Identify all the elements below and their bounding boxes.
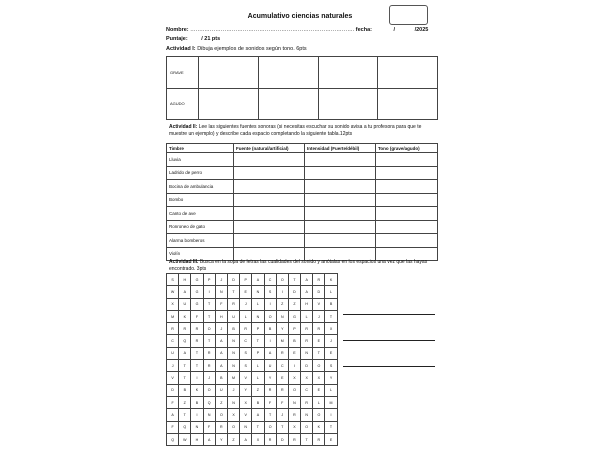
grid-letter[interactable]: H bbox=[179, 274, 191, 286]
answer-cell[interactable] bbox=[305, 153, 376, 167]
grid-letter[interactable]: E bbox=[276, 372, 288, 384]
grid-letter[interactable]: B bbox=[179, 384, 191, 396]
activity1-heading: Actividad I: bbox=[166, 46, 196, 52]
grid-letter[interactable]: T bbox=[179, 360, 191, 372]
grid-letter[interactable]: O bbox=[227, 421, 239, 433]
timbre-cell: Ladrido de perro bbox=[167, 166, 234, 180]
grid-letter[interactable]: Q bbox=[167, 433, 179, 445]
grid-letter[interactable]: U bbox=[179, 298, 191, 310]
grid-letter[interactable]: C bbox=[264, 274, 276, 286]
answer-cell[interactable] bbox=[376, 153, 438, 167]
grid-letter[interactable]: T bbox=[288, 274, 300, 286]
grid-letter[interactable]: R bbox=[227, 298, 239, 310]
column-header: Tono (grave/agudo) bbox=[376, 144, 438, 153]
grid-row bbox=[167, 298, 338, 310]
grid-letter[interactable]: C bbox=[167, 335, 179, 347]
drawing-cell[interactable] bbox=[318, 88, 378, 120]
score-value: / 21 pts bbox=[201, 36, 221, 42]
grid-row bbox=[167, 274, 338, 286]
drawing-cell[interactable] bbox=[378, 88, 438, 120]
answer-cell[interactable] bbox=[376, 166, 438, 180]
drawing-cell[interactable] bbox=[318, 57, 378, 89]
grid-letter[interactable]: T bbox=[301, 433, 313, 445]
grid-letter[interactable]: J bbox=[203, 372, 215, 384]
grid-letter[interactable]: Q bbox=[179, 421, 191, 433]
grid-letter[interactable]: I bbox=[191, 372, 203, 384]
grid-letter[interactable]: Q bbox=[179, 335, 191, 347]
grid-letter[interactable]: R bbox=[240, 323, 252, 335]
grid-letter[interactable]: E bbox=[313, 384, 325, 396]
answer-cell[interactable] bbox=[234, 193, 305, 207]
grid-letter[interactable]: A bbox=[252, 409, 264, 421]
grid-letter[interactable]: D bbox=[276, 433, 288, 445]
grid-letter[interactable]: N bbox=[227, 360, 239, 372]
timbre-cell: Alarma bomberos bbox=[167, 234, 234, 248]
grid-letter[interactable]: Y bbox=[240, 384, 252, 396]
grid-row bbox=[167, 384, 338, 396]
grid-letter[interactable]: I bbox=[203, 286, 215, 298]
table-row bbox=[167, 153, 438, 167]
grid-letter[interactable]: X bbox=[325, 323, 337, 335]
answer-cell[interactable] bbox=[376, 220, 438, 234]
grid-letter[interactable]: A bbox=[167, 409, 179, 421]
grid-letter[interactable]: T bbox=[325, 421, 337, 433]
grid-letter[interactable]: Z bbox=[227, 433, 239, 445]
grid-letter[interactable]: J bbox=[215, 274, 227, 286]
date-label: fecha: bbox=[355, 27, 372, 33]
answer-cell[interactable] bbox=[234, 220, 305, 234]
table-row bbox=[167, 166, 438, 180]
grid-letter[interactable]: S bbox=[325, 360, 337, 372]
grid-letter[interactable]: F bbox=[191, 310, 203, 322]
answer-cell[interactable] bbox=[234, 234, 305, 248]
grid-letter[interactable]: X bbox=[313, 372, 325, 384]
grid-letter[interactable]: T bbox=[227, 286, 239, 298]
grid-letter[interactable]: M bbox=[325, 396, 337, 408]
grid-letter[interactable]: N bbox=[227, 347, 239, 359]
table-row bbox=[167, 180, 438, 194]
grid-letter[interactable]: O bbox=[215, 409, 227, 421]
grid-letter[interactable]: I bbox=[264, 335, 276, 347]
grid-letter[interactable]: R bbox=[313, 323, 325, 335]
answer-cell[interactable] bbox=[234, 166, 305, 180]
grid-letter[interactable]: B bbox=[215, 372, 227, 384]
grid-letter[interactable]: A bbox=[301, 274, 313, 286]
date-sep: / bbox=[393, 27, 396, 33]
score-label: Puntaje: bbox=[166, 36, 188, 42]
grid-letter[interactable]: R bbox=[191, 335, 203, 347]
grid-letter[interactable]: T bbox=[179, 409, 191, 421]
grid-row bbox=[167, 335, 338, 347]
grid-letter[interactable]: N bbox=[288, 396, 300, 408]
answer-cell[interactable] bbox=[376, 234, 438, 248]
grid-letter[interactable]: B bbox=[325, 298, 337, 310]
grid-letter[interactable]: R bbox=[167, 323, 179, 335]
grid-letter[interactable]: U bbox=[215, 384, 227, 396]
date-year: /2025 bbox=[414, 27, 429, 33]
grid-letter[interactable]: F bbox=[167, 421, 179, 433]
table-row bbox=[167, 193, 438, 207]
table-row bbox=[167, 57, 438, 89]
grid-letter[interactable]: T bbox=[203, 310, 215, 322]
grid-letter[interactable]: T bbox=[264, 409, 276, 421]
timbre-cell: Lluvia bbox=[167, 153, 234, 167]
grid-row bbox=[167, 347, 338, 359]
activity3-text: Busca en la sopa de letras las cualidades del sonido y anótalas en los espacios una vez que las hayas encontrado. 3pts bbox=[169, 259, 428, 272]
grid-letter[interactable]: E bbox=[313, 335, 325, 347]
grid-letter[interactable]: B bbox=[288, 335, 300, 347]
grid-letter[interactable]: B bbox=[227, 323, 239, 335]
timbre-cell: Canto de ave bbox=[167, 207, 234, 221]
grid-letter[interactable]: L bbox=[313, 396, 325, 408]
grid-row bbox=[167, 409, 338, 421]
grid-letter[interactable]: J bbox=[167, 360, 179, 372]
grid-letter[interactable]: C bbox=[240, 335, 252, 347]
answer-cell[interactable] bbox=[234, 180, 305, 194]
grid-letter[interactable]: P bbox=[252, 347, 264, 359]
grid-letter[interactable]: D bbox=[227, 274, 239, 286]
row-label-agudo: AGUDO bbox=[167, 88, 199, 120]
grid-letter[interactable]: I bbox=[325, 409, 337, 421]
grid-letter[interactable]: G bbox=[191, 286, 203, 298]
timbre-cell: Ronroneo de gato bbox=[167, 220, 234, 234]
grid-letter[interactable]: E bbox=[325, 347, 337, 359]
grid-letter[interactable]: H bbox=[301, 298, 313, 310]
grid-letter[interactable]: T bbox=[252, 421, 264, 433]
activity1-instruction bbox=[166, 46, 307, 52]
grid-letter[interactable]: T bbox=[203, 298, 215, 310]
grid-letter[interactable]: G bbox=[191, 274, 203, 286]
grid-letter[interactable]: N bbox=[215, 286, 227, 298]
grid-letter[interactable]: R bbox=[288, 409, 300, 421]
grid-letter[interactable]: R bbox=[288, 433, 300, 445]
grid-row bbox=[167, 396, 338, 408]
grid-letter[interactable]: Z bbox=[215, 396, 227, 408]
grid-letter[interactable]: I bbox=[264, 298, 276, 310]
grid-letter[interactable]: T bbox=[191, 347, 203, 359]
grid-letter[interactable]: V bbox=[240, 372, 252, 384]
grid-letter[interactable]: R bbox=[191, 323, 203, 335]
table-header-row bbox=[167, 144, 438, 153]
grid-letter[interactable]: O bbox=[203, 384, 215, 396]
grid-letter[interactable]: L bbox=[240, 310, 252, 322]
drawing-cell[interactable] bbox=[199, 88, 259, 120]
grid-letter[interactable]: N bbox=[227, 335, 239, 347]
grid-letter[interactable]: Y bbox=[264, 372, 276, 384]
grid-letter[interactable]: Z bbox=[179, 396, 191, 408]
grid-letter[interactable]: N bbox=[191, 421, 203, 433]
name-label: Nombre: bbox=[166, 27, 189, 33]
grid-letter[interactable]: T bbox=[313, 347, 325, 359]
grid-letter[interactable]: F bbox=[215, 298, 227, 310]
row-label-grave: GRAVE bbox=[167, 57, 199, 89]
grid-letter[interactable]: F bbox=[276, 396, 288, 408]
grid-letter[interactable]: R bbox=[313, 274, 325, 286]
grid-letter[interactable]: R bbox=[301, 335, 313, 347]
grid-letter[interactable]: I bbox=[276, 286, 288, 298]
activity2-table bbox=[166, 143, 438, 261]
grid-letter[interactable]: J bbox=[227, 384, 239, 396]
column-header: Fuente (natural/artificial) bbox=[234, 144, 305, 153]
grid-letter[interactable]: R bbox=[276, 384, 288, 396]
activity3-heading: Actividad III. bbox=[169, 259, 199, 265]
grid-letter[interactable]: R bbox=[301, 323, 313, 335]
grid-letter[interactable]: K bbox=[325, 274, 337, 286]
activity1-table bbox=[166, 56, 438, 120]
grid-letter[interactable]: L bbox=[301, 310, 313, 322]
grid-letter[interactable]: J bbox=[313, 310, 325, 322]
grid-letter[interactable]: T bbox=[203, 335, 215, 347]
column-header: Timbre bbox=[167, 144, 234, 153]
grid-letter[interactable]: X bbox=[167, 298, 179, 310]
grid-letter[interactable]: A bbox=[252, 274, 264, 286]
grid-letter[interactable]: D bbox=[301, 360, 313, 372]
drawing-cell[interactable] bbox=[258, 57, 318, 89]
grid-letter[interactable]: P bbox=[252, 323, 264, 335]
page-title: Acumulativo ciencias naturales bbox=[247, 13, 353, 20]
grid-letter[interactable]: X bbox=[227, 409, 239, 421]
grid-letter[interactable]: Z bbox=[288, 298, 300, 310]
table-row bbox=[167, 220, 438, 234]
grid-letter[interactable]: D bbox=[167, 384, 179, 396]
grid-letter[interactable]: N bbox=[276, 310, 288, 322]
grid-letter[interactable]: A bbox=[179, 286, 191, 298]
grid-letter[interactable]: U bbox=[264, 360, 276, 372]
grid-letter[interactable]: O bbox=[264, 310, 276, 322]
grid-row bbox=[167, 421, 338, 433]
grid-letter[interactable]: U bbox=[167, 347, 179, 359]
grid-letter[interactable]: F bbox=[264, 396, 276, 408]
grid-letter[interactable]: P bbox=[203, 274, 215, 286]
grid-letter[interactable]: Z bbox=[276, 298, 288, 310]
grid-letter[interactable]: G bbox=[191, 298, 203, 310]
grid-letter[interactable]: N bbox=[203, 409, 215, 421]
activity2-instruction bbox=[169, 124, 439, 137]
answer-line-3[interactable] bbox=[343, 366, 435, 367]
grid-letter[interactable]: L bbox=[252, 298, 264, 310]
grid-letter[interactable]: G bbox=[288, 310, 300, 322]
answer-cell[interactable] bbox=[376, 193, 438, 207]
grid-letter[interactable]: O bbox=[203, 323, 215, 335]
grid-letter[interactable]: P bbox=[288, 323, 300, 335]
grid-letter[interactable]: J bbox=[215, 323, 227, 335]
grid-letter[interactable]: X bbox=[252, 433, 264, 445]
grid-letter[interactable]: A bbox=[264, 347, 276, 359]
grid-letter[interactable]: X bbox=[288, 372, 300, 384]
grid-letter[interactable]: T bbox=[325, 310, 337, 322]
grid-letter[interactable]: E bbox=[288, 347, 300, 359]
grid-letter[interactable]: O bbox=[313, 360, 325, 372]
grid-letter[interactable]: S bbox=[167, 274, 179, 286]
activity1-text: Dibuja ejemplos de sonidos según tono. 6pts bbox=[197, 46, 307, 52]
grid-row bbox=[167, 433, 338, 445]
activity2-heading: Actividad II: bbox=[169, 124, 198, 130]
answer-cell[interactable] bbox=[305, 207, 376, 221]
grid-letter[interactable]: N bbox=[301, 409, 313, 421]
grid-letter[interactable]: R bbox=[203, 360, 215, 372]
grid-letter[interactable]: O bbox=[301, 421, 313, 433]
grid-letter[interactable]: D bbox=[288, 286, 300, 298]
grid-letter[interactable]: K bbox=[313, 421, 325, 433]
grid-letter[interactable]: N bbox=[301, 347, 313, 359]
grid-letter[interactable]: A bbox=[240, 433, 252, 445]
grid-letter[interactable]: K bbox=[179, 310, 191, 322]
grid-row bbox=[167, 310, 338, 322]
grid-letter[interactable]: P bbox=[240, 274, 252, 286]
grid-letter[interactable]: J bbox=[240, 298, 252, 310]
grid-letter[interactable]: X bbox=[240, 396, 252, 408]
grid-letter[interactable]: W bbox=[167, 286, 179, 298]
grid-row bbox=[167, 372, 338, 384]
grid-row bbox=[167, 323, 338, 335]
grid-letter[interactable]: A bbox=[215, 335, 227, 347]
grid-letter[interactable]: S bbox=[264, 286, 276, 298]
grid-letter[interactable]: D bbox=[313, 286, 325, 298]
grid-letter[interactable]: R bbox=[276, 347, 288, 359]
timbre-cell: Violín bbox=[167, 247, 234, 261]
activity3-instruction bbox=[169, 259, 439, 272]
grid-letter[interactable]: L bbox=[325, 384, 337, 396]
table-row bbox=[167, 88, 438, 120]
grid-letter[interactable]: V bbox=[240, 409, 252, 421]
answer-cell[interactable] bbox=[305, 193, 376, 207]
grid-letter[interactable]: T bbox=[252, 335, 264, 347]
activity2-text: Lee las siguientes fuentes sonoras (si necesitas escuchar su sonido avisa a tu profesora para que te muestre un ejemplo) y describe cada espacio completando la siguiente tabla.12pts bbox=[169, 124, 422, 137]
grid-letter[interactable]: L bbox=[325, 286, 337, 298]
grid-letter[interactable]: O bbox=[313, 409, 325, 421]
grid-letter[interactable]: O bbox=[288, 384, 300, 396]
timbre-cell: Bocina de ambulancia bbox=[167, 180, 234, 194]
grid-letter[interactable]: N bbox=[240, 421, 252, 433]
answer-cell[interactable] bbox=[376, 180, 438, 194]
grid-letter[interactable]: K bbox=[191, 384, 203, 396]
answer-cell[interactable] bbox=[305, 180, 376, 194]
grid-letter[interactable]: L bbox=[252, 360, 264, 372]
grid-letter[interactable]: A bbox=[301, 286, 313, 298]
grid-letter[interactable]: M bbox=[227, 372, 239, 384]
grid-letter[interactable]: R bbox=[313, 433, 325, 445]
grid-letter[interactable]: X bbox=[288, 421, 300, 433]
grid-letter[interactable]: R bbox=[264, 433, 276, 445]
answer-cell[interactable] bbox=[234, 153, 305, 167]
grid-letter[interactable]: Q bbox=[203, 396, 215, 408]
grid-letter[interactable]: H bbox=[215, 310, 227, 322]
grid-letter[interactable]: E bbox=[240, 286, 252, 298]
score-line bbox=[166, 36, 220, 42]
column-header: Intensidad (Fuerte/débil) bbox=[305, 144, 376, 153]
grid-letter[interactable]: S bbox=[240, 347, 252, 359]
grid-letter[interactable]: E bbox=[325, 433, 337, 445]
grid-letter[interactable]: R bbox=[203, 347, 215, 359]
grid-letter[interactable]: F bbox=[203, 421, 215, 433]
drawing-cell[interactable] bbox=[199, 57, 259, 89]
grid-letter[interactable]: O bbox=[264, 421, 276, 433]
grid-letter[interactable]: I bbox=[288, 360, 300, 372]
name-dots: ……..………………………………………………………………………. bbox=[190, 27, 355, 33]
grid-letter[interactable]: B bbox=[264, 323, 276, 335]
grid-letter[interactable]: Y bbox=[276, 323, 288, 335]
answer-line-1[interactable] bbox=[343, 314, 435, 315]
grid-letter[interactable]: T bbox=[276, 421, 288, 433]
grid-letter[interactable]: L bbox=[252, 372, 264, 384]
grid-letter[interactable]: Y bbox=[325, 372, 337, 384]
grid-letter[interactable]: B bbox=[252, 396, 264, 408]
grid-letter[interactable]: O bbox=[276, 274, 288, 286]
table-row bbox=[167, 234, 438, 248]
grid-letter[interactable]: A bbox=[215, 360, 227, 372]
grid-letter[interactable]: B bbox=[191, 396, 203, 408]
grid-letter[interactable]: R bbox=[179, 323, 191, 335]
grid-letter[interactable]: Z bbox=[252, 384, 264, 396]
answer-cell[interactable] bbox=[234, 207, 305, 221]
grid-letter[interactable]: U bbox=[227, 310, 239, 322]
grid-letter[interactable]: V bbox=[167, 372, 179, 384]
grid-letter[interactable]: N bbox=[252, 310, 264, 322]
grid-letter[interactable]: R bbox=[301, 396, 313, 408]
grid-letter[interactable]: A bbox=[179, 347, 191, 359]
grid-letter[interactable]: T bbox=[191, 360, 203, 372]
grid-letter[interactable]: X bbox=[301, 372, 313, 384]
grid-letter[interactable]: R bbox=[215, 421, 227, 433]
grid-letter[interactable]: J bbox=[325, 335, 337, 347]
grid-letter[interactable]: C bbox=[301, 384, 313, 396]
grid-letter[interactable]: V bbox=[313, 298, 325, 310]
grid-letter[interactable]: T bbox=[179, 372, 191, 384]
grid-letter[interactable]: R bbox=[264, 384, 276, 396]
grid-letter[interactable]: A bbox=[215, 347, 227, 359]
name-date-line bbox=[166, 27, 428, 33]
grid-letter[interactable]: Y bbox=[215, 433, 227, 445]
grid-letter[interactable]: I bbox=[191, 409, 203, 421]
grid-letter[interactable]: J bbox=[276, 409, 288, 421]
drawing-cell[interactable] bbox=[378, 57, 438, 89]
grid-row bbox=[167, 286, 338, 298]
answer-cell[interactable] bbox=[305, 234, 376, 248]
grid-letter[interactable]: N bbox=[252, 286, 264, 298]
grid-letter[interactable]: M bbox=[276, 335, 288, 347]
word-search-grid bbox=[166, 273, 338, 446]
table-row bbox=[167, 207, 438, 221]
grid-letter[interactable]: M bbox=[167, 310, 179, 322]
timbre-cell: Bombo bbox=[167, 193, 234, 207]
grid-row bbox=[167, 360, 338, 372]
grid-letter[interactable]: C bbox=[276, 360, 288, 372]
grid-letter[interactable]: A bbox=[203, 433, 215, 445]
grid-letter[interactable]: F bbox=[167, 396, 179, 408]
grid-letter[interactable]: S bbox=[240, 360, 252, 372]
answer-cell[interactable] bbox=[305, 166, 376, 180]
drawing-cell[interactable] bbox=[258, 88, 318, 120]
grid-letter[interactable]: W bbox=[179, 433, 191, 445]
grid-letter[interactable]: N bbox=[227, 396, 239, 408]
grid-letter[interactable]: H bbox=[191, 433, 203, 445]
answer-line-2[interactable] bbox=[343, 340, 435, 341]
answer-cell[interactable] bbox=[305, 220, 376, 234]
answer-cell[interactable] bbox=[376, 207, 438, 221]
